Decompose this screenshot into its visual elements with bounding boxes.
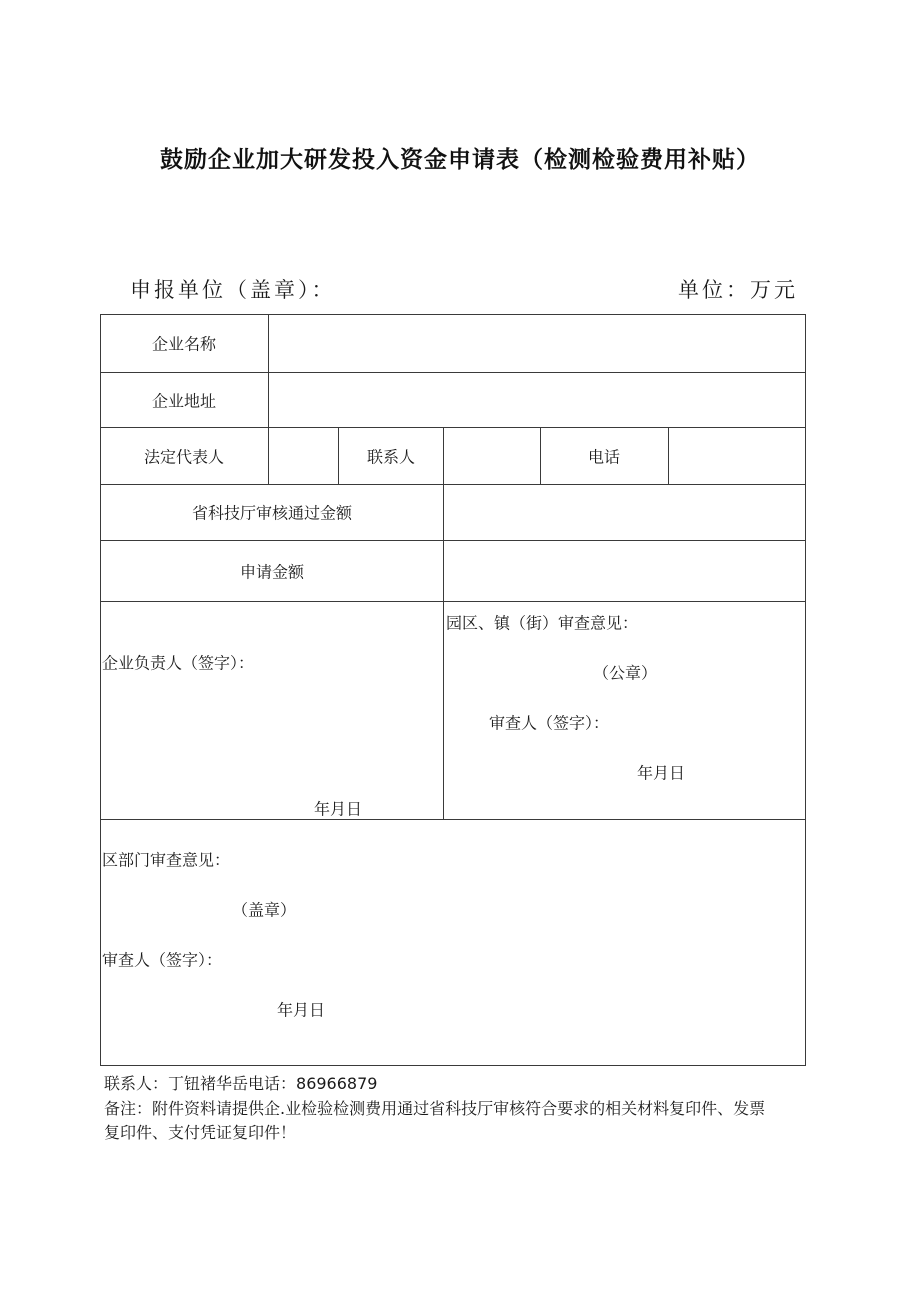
district-review-date: 年月日 [276,1000,326,1020]
column-divider [338,427,339,484]
row-divider [100,372,806,373]
footer-note-line1: 备注：附件资料请提供企.业检验检测费用通过省科技厅审核符合要求的相关材料复印件、发票 [104,1099,766,1118]
row-divider [100,427,806,428]
approved-amount-label: 省科技厅审核通过金额 [191,503,353,523]
table-border-right [805,314,806,1066]
company-name-label: 企业名称 [151,334,217,354]
company-address-label: 企业地址 [151,391,217,411]
unit-label: 单位：万元 [678,278,798,302]
applied-amount-label: 申请金额 [239,562,305,582]
legal-representative-label: 法定代表人 [143,447,225,467]
contact-person-label: 联系人 [366,447,416,467]
district-reviewer-signature-label: 审查人（签字）： [102,950,223,970]
column-divider [268,314,269,484]
applicant-seal-label: 申报单位（盖章）： [130,278,336,302]
row-divider [100,601,806,602]
column-divider [540,427,541,484]
row-divider [100,819,806,820]
application-form-table [100,314,806,1066]
leader-sign-date: 年月日 [313,799,363,819]
park-review-date: 年月日 [636,763,686,783]
table-border-top [100,314,806,315]
footer-contact-phone: 86966879 [296,1074,378,1093]
park-town-opinion-label: 园区、镇（街）审查意见： [446,613,639,633]
column-divider [443,427,444,819]
park-official-seal: （公章） [592,663,658,683]
row-divider [100,540,806,541]
footer-note-line2: 复印件、支付凭证复印件！ [104,1123,297,1142]
column-divider [668,427,669,484]
form-title: 鼓励企业加大研发投入资金申请表（检测检验费用补贴） [160,147,760,173]
footer-contact-prefix: 联系人：丁钮褚华岳电话： [104,1074,297,1093]
phone-label: 电话 [587,447,621,467]
table-border-left [100,314,101,1066]
footer-contact-line [104,1071,377,1094]
table-border-bottom [100,1065,806,1066]
enterprise-leader-signature-label: 企业负责人（签字）： [102,653,255,673]
district-department-opinion-label: 区部门审查意见： [102,850,231,870]
park-reviewer-signature-label: 审查人（签字）： [489,713,610,733]
district-seal: （盖章） [231,900,297,920]
row-divider [100,484,806,485]
